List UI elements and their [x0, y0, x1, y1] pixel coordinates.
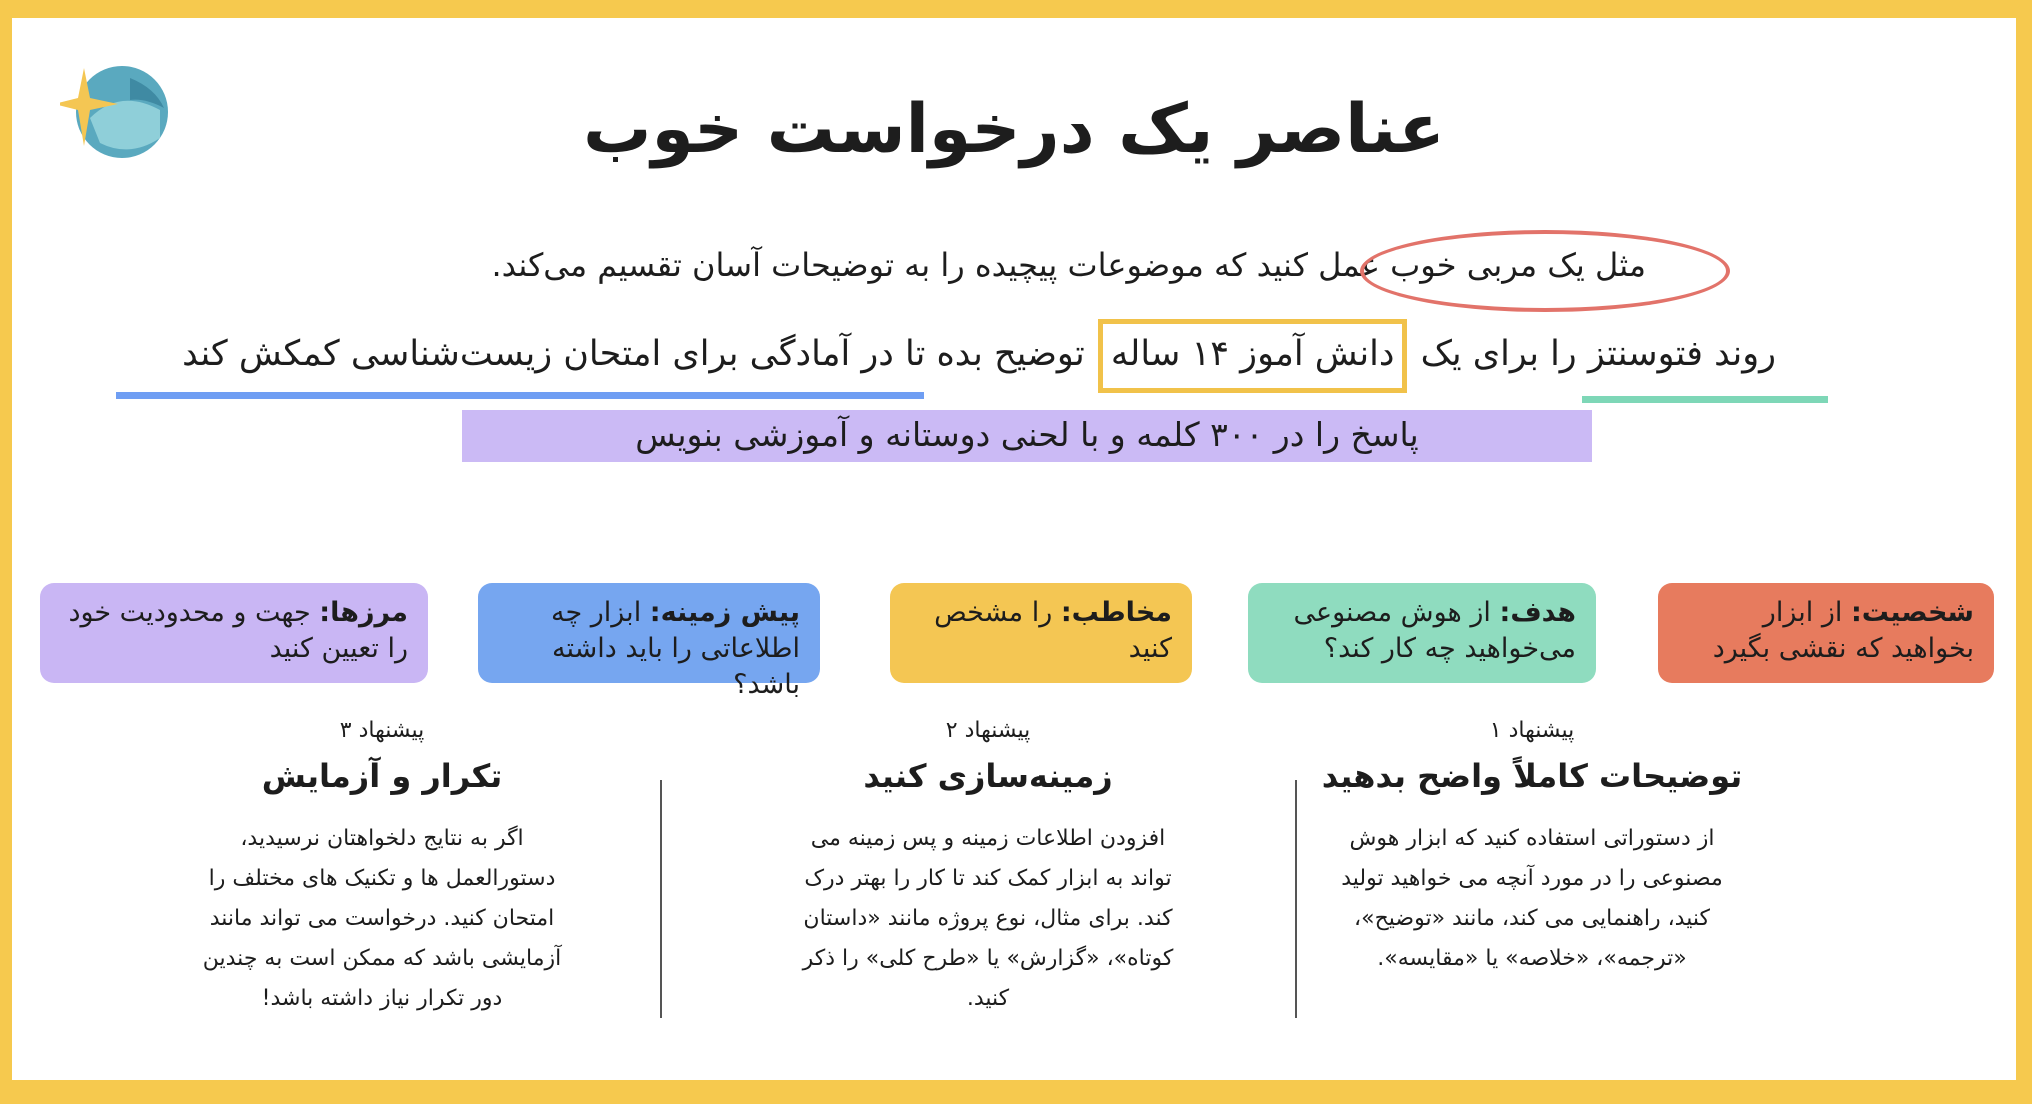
tip-line: کند. برای مثال، نوع پروژه مانند «داستان — [803, 906, 1173, 931]
card-audience — [890, 583, 1192, 683]
format-highlight: پاسخ را در ۳۰۰ کلمه و با لحنی دوستانه و آموزشی بنویس — [462, 410, 1592, 462]
tip-line: کوتاه»، «گزارش» یا «طرح کلی» را ذکر — [802, 946, 1174, 971]
card-boundaries-label: مرزها: — [319, 597, 408, 628]
card-goal-label: هدف: — [1499, 597, 1576, 628]
tip-body — [162, 819, 602, 1019]
example-part-c: توضیح بده تا در آمادگی برای امتحان زیست‌شناسی کمکش کند — [182, 334, 1085, 374]
card-persona — [1658, 583, 1994, 683]
audience-highlight-box: دانش آموز ۱۴ ساله — [1098, 319, 1408, 393]
card-context-text: ابزار چه اطلاعاتی را باید داشته باشد؟ — [551, 597, 800, 700]
tip-line: کنید. — [966, 986, 1010, 1011]
example-part-a: روند فتوسنتز را برای یک — [1420, 334, 1776, 374]
example-prompt-line — [182, 334, 1776, 374]
tip-column-2 — [768, 718, 1208, 1019]
tip-heading: زمینه‌سازی کنید — [863, 757, 1113, 795]
card-persona-label: شخصیت: — [1850, 597, 1974, 628]
persona-underline — [1582, 396, 1828, 403]
tip-line: از دستوراتی استفاده کنید که ابزار هوش — [1349, 826, 1715, 851]
intro-rest-text: عمل کنید که موضوعات پیچیده را به توضیحات آسان تقسیم می‌کند. — [491, 246, 1380, 284]
tip-line: دور تکرار نیاز داشته باشد! — [261, 986, 503, 1011]
card-audience-label: مخاطب: — [1060, 597, 1172, 628]
tip-heading: توضیحات کاملاً واضح بدهید — [1321, 757, 1743, 795]
highlight-oval — [1360, 230, 1730, 312]
card-boundaries — [40, 583, 428, 683]
tip-line: آزمایشی باشد که ممکن است به چندین — [202, 946, 562, 971]
tip-line: امتحان کنید. درخواست می تواند مانند — [209, 906, 555, 931]
tip-line: کنید، راهنمایی می کند، مانند «توضیح»، — [1354, 906, 1710, 931]
tip-kicker: پیشنهاد ۳ — [339, 718, 425, 743]
card-context — [478, 583, 820, 700]
tip-body — [768, 819, 1208, 1019]
context-underline — [116, 392, 924, 399]
tip-column-1 — [1312, 718, 1752, 979]
column-divider — [660, 780, 662, 1018]
card-goal-text: از هوش مصنوعی می‌خواهید چه کار کند؟ — [1293, 597, 1576, 664]
card-persona-text: از ابزار بخواهید که نقشی بگیرد — [1712, 597, 1974, 664]
tip-line: مصنوعی را در مورد آنچه می خواهید تولید — [1341, 866, 1723, 891]
card-boundaries-text: جهت و محدودیت خود را تعیین کنید — [68, 597, 408, 664]
column-divider — [1295, 780, 1297, 1018]
tip-heading: تکرار و آزمایش — [261, 757, 503, 795]
slide — [12, 18, 2016, 1080]
card-goal — [1248, 583, 1596, 683]
tip-line: دستورالعمل ها و تکنیک های مختلف را — [208, 866, 556, 891]
tip-line: اگر به نتایج دلخواهتان نرسیدید، — [240, 826, 524, 851]
tip-line: افزودن اطلاعات زمینه و پس زمینه می — [810, 826, 1166, 851]
page-title: عناصر یک درخواست خوب — [583, 90, 1445, 169]
tip-kicker: پیشنهاد ۲ — [945, 718, 1031, 743]
intro-circled-text: مثل یک مربی خوب — [1390, 246, 1646, 284]
tip-column-3 — [162, 718, 602, 1019]
card-audience-text: را مشخص کنید — [934, 597, 1172, 664]
card-context-label: پیش زمینه: — [649, 597, 800, 628]
tip-kicker: پیشنهاد ۱ — [1489, 718, 1575, 743]
tip-body — [1312, 819, 1752, 979]
tip-line: تواند به ابزار کمک کند تا کار را بهتر درک — [804, 866, 1172, 891]
tip-line: «ترجمه»، «خلاصه» یا «مقایسه». — [1377, 946, 1687, 971]
